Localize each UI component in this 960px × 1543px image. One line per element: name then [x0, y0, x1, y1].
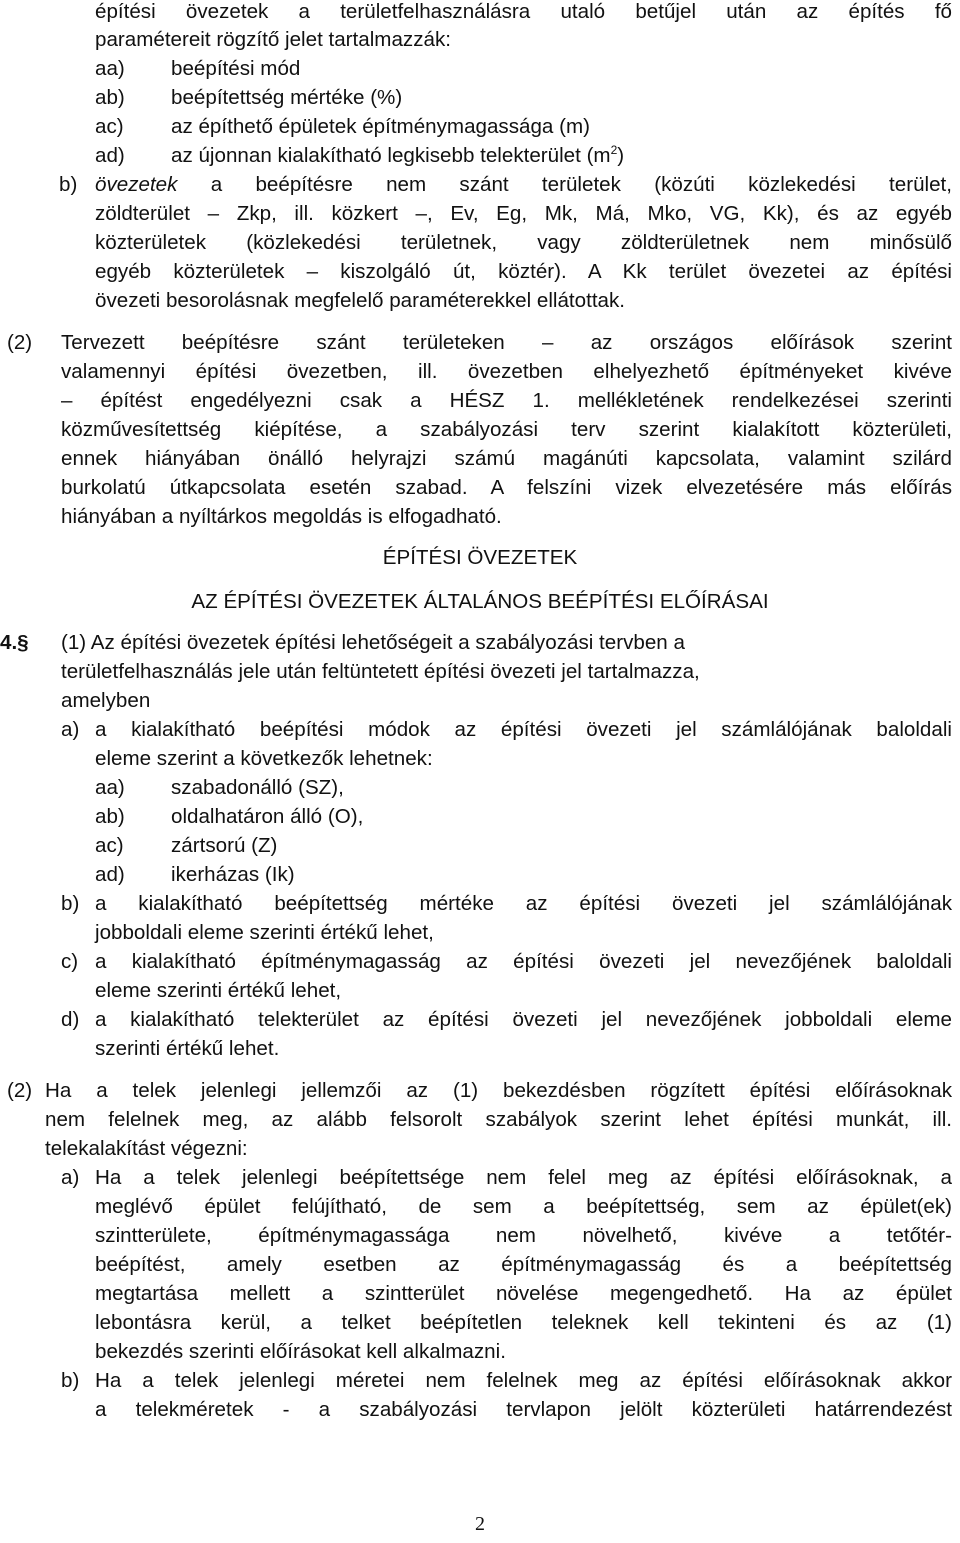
s4-p2a-line-3: szintterülete, építménymagassága nem növelhető, kivéve a tetőtér- — [95, 1224, 952, 1247]
s4-a-item-ad-text: ikerházas (Ik) — [171, 863, 295, 886]
intro-a-line-1: építési övezetek a területfelhasználásra utaló betűjel után az építés fő — [95, 0, 952, 23]
intro-item-ab-text: beépítettség mértéke (%) — [171, 86, 403, 109]
intro-item-aa-label: aa) — [95, 57, 125, 80]
para2-line-5: ennek hiányában önálló helyrajzi számú magánúti kapcsolata, valamint szilárd — [61, 447, 952, 470]
s4-p2b-line-2: a telekméretek - a szabályozási tervlapon jelölt közterületi határrendezést — [95, 1398, 952, 1421]
s4-a-line-1: a kialakítható beépítési módok az építési övezeti jel számlálójának baloldali — [95, 718, 952, 741]
s4-d-line-2: szerinti értékű lehet. — [95, 1037, 280, 1060]
s4-p2a-label: a) — [61, 1166, 80, 1189]
s4-p1-line-3: amelyben — [61, 689, 151, 712]
s4-a-item-ab-label: ab) — [95, 805, 125, 828]
para2-label: (2) — [7, 331, 33, 354]
s4-a-item-ac-text: zártsorú (Z) — [171, 834, 278, 857]
s4-p2a-line-5: megtartása mellett a szintterület növelése megengedhető. Ha az épület — [95, 1282, 952, 1305]
intro-item-ad-label: ad) — [95, 144, 125, 167]
s4-p2-line-2: nem felelnek meg, az alább felsorolt szabályok szerint lehet építési munkát, ill. — [45, 1108, 952, 1131]
s4-b-line-1: a kialakítható beépítettség mértéke az építési övezeti jel számlálójának — [95, 892, 952, 915]
para2-line-6: burkolatú útkapcsolata esetén szabad. A felszíni vizek elvezetésére más előírás — [61, 476, 952, 499]
s4-p2a-line-7: bekezdés szerinti előírásokat kell alkalmazni. — [95, 1340, 506, 1363]
s4-a-line-2: eleme szerint a következők lehetnek: — [95, 747, 433, 770]
s4-c-label: c) — [61, 950, 79, 973]
para2-line-7: hiányában a nyíltárkos megoldás is elfogadható. — [61, 505, 502, 528]
s4-c-line-1: a kialakítható építménymagasság az építési övezeti jel nevezőjének baloldali — [95, 950, 952, 973]
para2-line-1: Tervezett beépítésre szánt területeken – az országos előírások szerint — [61, 331, 952, 354]
intro-b-line-4: egyéb közterületek – kiszolgáló út, köztér). A Kk terület övezetei az építési — [95, 260, 952, 283]
s4-p1-line-1: (1) Az építési övezetek építési lehetőségeit a szabályozási tervben a — [61, 631, 685, 654]
intro-item-ad-sup: 2 — [610, 143, 618, 158]
s4-p2b-line-1: Ha a telek jelenlegi méretei nem felelnek meg az építési előírásoknak akkor — [95, 1369, 952, 1392]
s4-p1-line-2: területfelhasználás jele után feltüntetett építési övezeti jel tartalmazza, — [61, 660, 700, 683]
section-number: 4.§ — [0, 631, 29, 654]
s4-d-line-1: a kialakítható telekterület az építési övezeti jel nevezőjének jobboldali eleme — [95, 1008, 952, 1031]
s4-c-line-2: eleme szerinti értékű lehet, — [95, 979, 342, 1002]
s4-b-line-2: jobboldali eleme szerinti értékű lehet, — [95, 921, 434, 944]
s4-a-item-aa-label: aa) — [95, 776, 125, 799]
intro-item-ac-text: az építhető épületek építménymagassága (m) — [171, 115, 590, 138]
section-subheading: AZ ÉPÍTÉSI ÖVEZETEK ÁLTALÁNOS BEÉPÍTÉSI ELŐÍRÁSAI — [191, 590, 769, 613]
intro-b-line-3: közterületek (közlekedési területnek, vagy zöldterületnek nem minősülő — [95, 231, 952, 254]
s4-a-item-aa-text: szabadonálló (SZ), — [171, 776, 344, 799]
para2-line-4: közművesítettség kiépítése, a szabályozási terv szerint kialakított közterületi, — [61, 418, 952, 441]
s4-a-item-ac-label: ac) — [95, 834, 124, 857]
s4-p2-label: (2) — [7, 1079, 33, 1102]
intro-item-ab-label: ab) — [95, 86, 125, 109]
intro-b-line-1 — [95, 173, 952, 197]
intro-b-line-5: övezeti besorolásnak megfelelő paraméterekkel ellátottak. — [95, 289, 626, 312]
s4-p2-line-3: telekalakítást végezni: — [45, 1137, 248, 1160]
intro-item-ad-text — [171, 144, 624, 168]
intro-b-line-1-text: a beépítésre nem szánt területek (közúti közlekedési terület, — [210, 173, 952, 196]
s4-p2b-label: b) — [61, 1369, 80, 1392]
section-heading: ÉPÍTÉSI ÖVEZETEK — [382, 546, 578, 569]
intro-item-ad-close: ) — [617, 144, 625, 167]
intro-b-line-2: zöldterület – Zkp, ill. közkert –, Ev, Eg, Mk, Má, Mko, VG, Kk), és az egyéb — [95, 202, 952, 225]
s4-a-item-ad-label: ad) — [95, 863, 125, 886]
s4-p2a-line-4: beépítést, amely esetben az építménymagasság és a beépítettség — [95, 1253, 952, 1276]
s4-a-item-ab-text: oldalhatáron álló (O), — [171, 805, 364, 828]
intro-item-ac-label: ac) — [95, 115, 124, 138]
intro-b-label: b) — [59, 173, 78, 196]
para2-line-2: valamennyi építési övezetben, ill. övezetben elhelyezhető építményeket kivéve — [61, 360, 952, 383]
s4-b-label: b) — [61, 892, 80, 915]
s4-d-label: d) — [61, 1008, 80, 1031]
intro-item-aa-text: beépítési mód — [171, 57, 301, 80]
intro-item-ad-main: az újonnan kialakítható legkisebb telekterület (m — [171, 144, 611, 167]
page-number: 2 — [475, 1513, 485, 1535]
s4-p2-line-1: Ha a telek jelenlegi jellemzői az (1) bekezdésben rögzített építési előírásoknak — [45, 1079, 952, 1102]
s4-p2a-line-6: lebontásra kerül, a telket beépítetlen teleknek kell tekinteni és az (1) — [95, 1311, 952, 1334]
s4-p2a-line-2: meglévő épület felújítható, de sem a beépítettség, sem az épület(ek) — [95, 1195, 952, 1218]
s4-a-label: a) — [61, 718, 80, 741]
intro-a-line-2: paramétereit rögzítő jelet tartalmazzák: — [95, 28, 451, 51]
intro-b-italic: övezetek — [95, 173, 178, 196]
para2-line-3: – építést engedélyezni csak a HÉSZ 1. mellékletének rendelkezései szerinti — [61, 389, 952, 412]
s4-p2a-line-1: Ha a telek jelenlegi beépítettsége nem felel meg az építési előírásoknak, a — [95, 1166, 952, 1189]
